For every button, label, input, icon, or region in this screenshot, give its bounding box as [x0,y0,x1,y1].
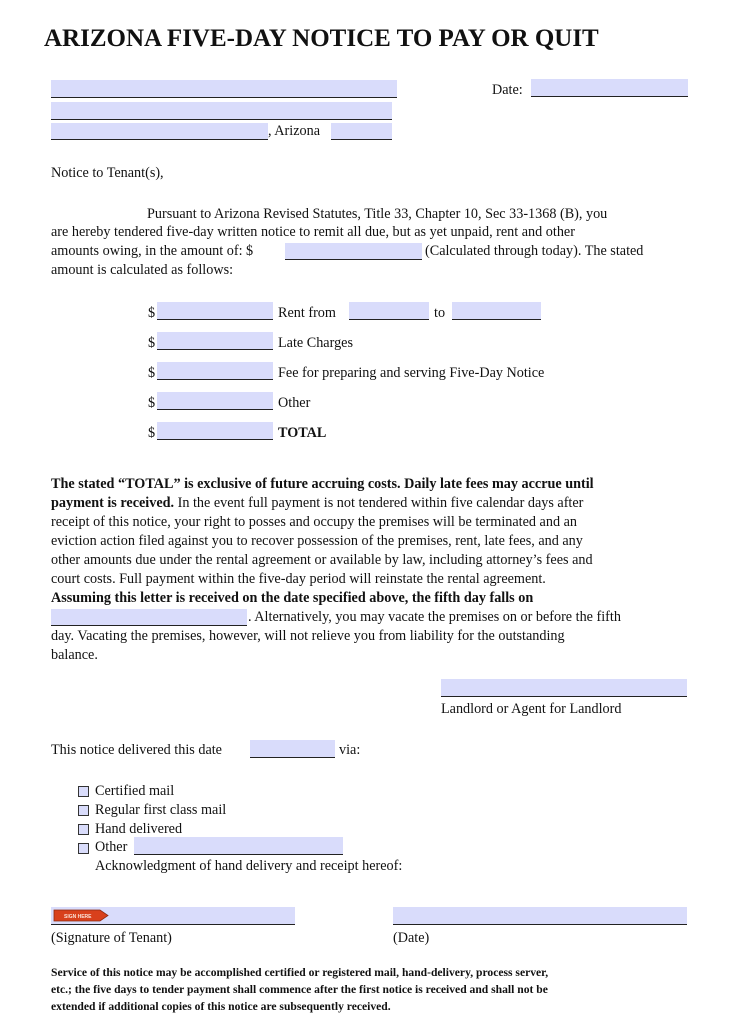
total-label: TOTAL [278,425,327,441]
intro-line-4: amount is calculated as follows: [51,262,234,278]
acknowledgment-text: Acknowledgment of hand delivery and receipt hereof: [95,858,403,874]
late-charges-field[interactable] [157,332,273,350]
terms-line-3: receipt of this notice, your right to posses and occupy the premises will be terminated and an [51,514,577,530]
address-line-field[interactable] [51,102,392,120]
sign-here-tag-text: SIGN HERE [64,913,92,920]
hand-delivered-checkbox[interactable] [78,824,89,835]
terms-line-5: other amounts due under the rental agreement or available by law, including attorney’s fees and [51,552,593,568]
footer-line-2: etc.; the five days to tender payment shall commence after the first notice is received and shall not be [51,983,548,996]
first-class-mail-checkbox[interactable] [78,805,89,816]
tenant-date-label: (Date) [393,930,430,946]
tenant-date-field[interactable] [393,907,687,925]
delivery-date-field[interactable] [250,740,335,758]
intro-line-1: Pursuant to Arizona Revised Statutes, Title 33, Chapter 10, Sec 33-1368 (B), you [147,206,608,222]
other-delivery-checkbox[interactable] [78,843,89,854]
terms-line-9: day. Vacating the premises, however, will not relieve you from liability for the outstanding [51,628,565,644]
document-title: ARIZONA FIVE-DAY NOTICE TO PAY OR QUIT [44,25,599,52]
rent-amount-field[interactable] [157,302,273,320]
city-field[interactable] [51,123,268,140]
rent-from-field[interactable] [349,302,429,320]
fifth-day-field[interactable] [51,609,247,626]
intro-line-2: are hereby tendered five-day written notice to remit all due, but as yet unpaid, rent and other [51,224,575,240]
terms-line-7: Assuming this letter is received on the date specified above, the fifth day falls on [51,590,534,606]
notice-fee-label: Fee for preparing and serving Five-Day Notice [278,365,545,381]
rent-from-label: Rent from [278,305,336,321]
other-delivery-field[interactable] [134,837,343,855]
certified-mail-checkbox[interactable] [78,786,89,797]
total-amount-field[interactable] [157,422,273,440]
landlord-label: Landlord or Agent for Landlord [441,701,622,717]
terms-line-2-bold: payment is received. [51,495,175,511]
fee-currency: $ [148,365,156,381]
other-delivery-label: Other [95,839,128,855]
total-currency: $ [148,425,156,441]
other-charges-label: Other [278,395,311,411]
rent-currency: $ [148,305,156,321]
footer-line-1: Service of this notice may be accomplished certified or registered mail, hand-delivery, process server, [51,966,549,979]
hand-delivered-label: Hand delivered [95,821,183,837]
delivery-suffix: via: [339,742,361,758]
terms-line-1: The stated “TOTAL” is exclusive of future accruing costs. Daily late fees may accrue until [51,476,594,492]
terms-line-8: . Alternatively, you may vacate the premises on or before the fifth [248,609,621,625]
date-field[interactable] [531,79,688,97]
terms-line-4: eviction action filed against you to recover possession of the premises, rent, late fees, and any [51,533,583,549]
notice-fee-field[interactable] [157,362,273,380]
footer-line-3: extended if additional copies of this notice are subsequently received. [51,1000,391,1013]
terms-line-6: court costs. Full payment within the five-day period will reinstate the rental agreement. [51,571,546,587]
landlord-signature-field[interactable] [441,679,687,697]
other-charges-field[interactable] [157,392,273,410]
date-label: Date: [492,82,523,98]
intro-line-3-suffix: (Calculated through today). The stated [425,243,644,259]
zip-field[interactable] [331,123,392,140]
landlord-name-field[interactable] [51,80,397,98]
other-currency: $ [148,395,156,411]
greeting: Notice to Tenant(s), [51,165,164,181]
terms-line-2 [51,494,583,513]
terms-line-10: balance. [51,647,98,663]
sign-here-tag-icon [52,909,110,922]
late-currency: $ [148,335,156,351]
first-class-mail-label: Regular first class mail [95,802,227,818]
terms-line-2-rest: In the event full payment is not tendered within five calendar days after [174,495,584,511]
delivery-prefix: This notice delivered this date [51,742,222,758]
tenant-signature-label: (Signature of Tenant) [51,930,172,946]
rent-to-label: to [434,305,446,321]
rent-to-field[interactable] [452,302,541,320]
arizona-label: , Arizona [268,123,321,139]
late-charges-label: Late Charges [278,335,353,351]
intro-line-3-prefix: amounts owing, in the amount of: $ [51,243,254,259]
amount-owed-field[interactable] [285,243,422,260]
certified-mail-label: Certified mail [95,783,175,799]
